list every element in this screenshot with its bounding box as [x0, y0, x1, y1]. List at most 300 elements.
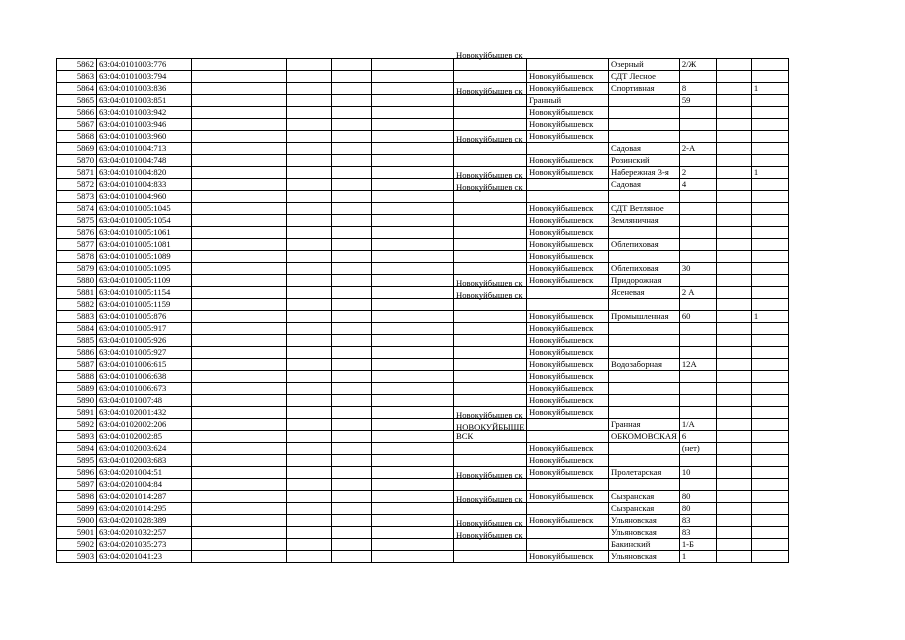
- city-overflow-cell: [454, 86, 527, 107]
- street-cell: Ясеневая: [609, 287, 680, 299]
- city-overflow-cell: [454, 359, 527, 371]
- city-cell: Новокуйбышевск: [527, 515, 609, 527]
- city-overflow-text: Новокуйбышев ск: [456, 530, 523, 540]
- house-cell: [679, 407, 716, 419]
- cadastral-number: 63:04:0101005:1054: [97, 215, 192, 227]
- table-row: [57, 83, 789, 95]
- table-row: [57, 263, 789, 275]
- row-number: 5901: [57, 527, 97, 539]
- empty-cell: [716, 203, 751, 215]
- house-cell: [679, 215, 716, 227]
- empty-cell: [287, 131, 332, 143]
- empty-cell: [372, 539, 454, 551]
- empty-cell: [287, 191, 332, 203]
- row-number: 5903: [57, 551, 97, 563]
- city-overflow-text: Новокуйбышев ск: [456, 170, 523, 180]
- empty-cell: [716, 419, 751, 431]
- mark-cell: [751, 539, 788, 551]
- mark-cell: [751, 155, 788, 167]
- empty-cell: [192, 371, 287, 383]
- empty-cell: [332, 311, 372, 323]
- table-row: [57, 467, 789, 479]
- empty-cell: [287, 359, 332, 371]
- empty-cell: [192, 431, 287, 443]
- empty-cell: [287, 515, 332, 527]
- cadastral-number: 63:04:0101006:638: [97, 371, 192, 383]
- city-overflow-cell: [454, 335, 527, 347]
- house-cell: 2: [679, 167, 716, 179]
- empty-cell: [372, 323, 454, 335]
- city-cell: Новокуйбышевск: [527, 443, 609, 455]
- mark-cell: [751, 503, 788, 515]
- empty-cell: [287, 479, 332, 491]
- house-cell: [679, 395, 716, 407]
- mark-cell: [751, 419, 788, 431]
- house-cell: 6: [679, 431, 716, 443]
- empty-cell: [192, 335, 287, 347]
- empty-cell: [716, 383, 751, 395]
- empty-cell: [192, 479, 287, 491]
- street-cell: Розинский: [609, 155, 680, 167]
- empty-cell: [332, 395, 372, 407]
- empty-cell: [716, 479, 751, 491]
- table-row: [57, 407, 789, 419]
- empty-cell: [192, 83, 287, 95]
- city-cell: [527, 527, 609, 539]
- city-overflow-cell: [454, 323, 527, 335]
- data-table: [56, 50, 789, 563]
- row-number: 5883: [57, 311, 97, 323]
- street-cell: [609, 455, 680, 467]
- empty-cell: [192, 107, 287, 119]
- cadastral-number: 63:04:0101004:833: [97, 179, 192, 191]
- street-cell: Придорожная: [609, 275, 680, 287]
- empty-cell: [716, 239, 751, 251]
- city-cell: Новокуйбышевск: [527, 407, 609, 419]
- row-number: 5902: [57, 539, 97, 551]
- street-cell: [609, 95, 680, 107]
- street-cell: [609, 191, 680, 203]
- mark-cell: [751, 299, 788, 311]
- empty-cell: [287, 347, 332, 359]
- city-overflow-cell: [454, 347, 527, 359]
- city-cell: Новокуйбышевск: [527, 347, 609, 359]
- city-overflow-cell: [454, 494, 527, 515]
- empty-cell: [716, 143, 751, 155]
- city-cell: [527, 179, 609, 191]
- row-number: 5864: [57, 83, 97, 95]
- city-overflow-cell: [454, 134, 527, 155]
- cadastral-number: 63:04:0201035:273: [97, 539, 192, 551]
- city-overflow-cell: [454, 470, 527, 491]
- cadastral-number: 63:04:0101003:960: [97, 131, 192, 143]
- row-number: 5868: [57, 131, 97, 143]
- house-cell: [679, 335, 716, 347]
- empty-cell: [372, 299, 454, 311]
- cadastral-number: 63:04:0101007:48: [97, 395, 192, 407]
- cadastral-number: 63:04:0201004:51: [97, 467, 192, 479]
- street-cell: [609, 299, 680, 311]
- empty-cell: [372, 107, 454, 119]
- mark-cell: [751, 263, 788, 275]
- row-number: 5882: [57, 299, 97, 311]
- row-number: 5896: [57, 467, 97, 479]
- mark-cell: [751, 467, 788, 479]
- row-number: 5886: [57, 347, 97, 359]
- city-overflow-cell: [454, 530, 527, 551]
- row-number: 5867: [57, 119, 97, 131]
- empty-cell: [716, 359, 751, 371]
- house-cell: 1-Б: [679, 539, 716, 551]
- empty-cell: [372, 215, 454, 227]
- empty-cell: [332, 491, 372, 503]
- house-cell: [679, 119, 716, 131]
- house-cell: [679, 131, 716, 143]
- table-row: [57, 395, 789, 407]
- table-row: [57, 119, 789, 131]
- street-cell: [609, 383, 680, 395]
- mark-cell: 1: [751, 167, 788, 179]
- city-cell: Новокуйбышевск: [527, 215, 609, 227]
- empty-cell: [332, 551, 372, 563]
- mark-cell: [751, 479, 788, 491]
- empty-cell: [192, 155, 287, 167]
- row-number: 5878: [57, 251, 97, 263]
- row-number: 5884: [57, 323, 97, 335]
- mark-cell: [751, 407, 788, 419]
- empty-cell: [192, 251, 287, 263]
- empty-cell: [716, 167, 751, 179]
- row-number: 5892: [57, 419, 97, 431]
- empty-cell: [372, 263, 454, 275]
- empty-cell: [332, 179, 372, 191]
- house-cell: 59: [679, 95, 716, 107]
- city-overflow-text: Новокуйбышев ск: [456, 494, 523, 504]
- house-cell: [679, 251, 716, 263]
- city-overflow-cell: [454, 50, 527, 71]
- house-cell: 2-А: [679, 143, 716, 155]
- empty-cell: [287, 287, 332, 299]
- empty-cell: [372, 71, 454, 83]
- cadastral-number: 63:04:0201032:257: [97, 527, 192, 539]
- house-cell: 1/А: [679, 419, 716, 431]
- mark-cell: [751, 455, 788, 467]
- city-cell: Новокуйбышевск: [527, 263, 609, 275]
- empty-cell: [192, 383, 287, 395]
- cadastral-number: 63:04:0101003:836: [97, 83, 192, 95]
- empty-cell: [332, 539, 372, 551]
- street-cell: [609, 371, 680, 383]
- table-row: [57, 167, 789, 179]
- empty-cell: [716, 431, 751, 443]
- row-number: 5866: [57, 107, 97, 119]
- empty-cell: [287, 383, 332, 395]
- empty-cell: [716, 155, 751, 167]
- empty-cell: [287, 299, 332, 311]
- house-cell: 8: [679, 83, 716, 95]
- empty-cell: [287, 431, 332, 443]
- empty-cell: [287, 155, 332, 167]
- row-number: 5876: [57, 227, 97, 239]
- empty-cell: [192, 191, 287, 203]
- empty-cell: [332, 107, 372, 119]
- empty-cell: [192, 359, 287, 371]
- mark-cell: [751, 491, 788, 503]
- empty-cell: [372, 515, 454, 527]
- empty-cell: [716, 95, 751, 107]
- empty-cell: [716, 59, 751, 71]
- cadastral-number: 63:04:0101005:1045: [97, 203, 192, 215]
- street-cell: ОБКОМОВСКАЯ: [609, 431, 680, 443]
- mark-cell: [751, 395, 788, 407]
- street-cell: СДТ Ветляное: [609, 203, 680, 215]
- empty-cell: [332, 71, 372, 83]
- city-overflow-text: Новокуйбышев ск: [456, 410, 523, 420]
- empty-cell: [332, 287, 372, 299]
- house-cell: [679, 299, 716, 311]
- street-cell: Сызранская: [609, 491, 680, 503]
- empty-cell: [716, 215, 751, 227]
- empty-cell: [192, 503, 287, 515]
- house-cell: 4: [679, 179, 716, 191]
- city-overflow-cell: [454, 443, 527, 455]
- empty-cell: [372, 227, 454, 239]
- empty-cell: [287, 407, 332, 419]
- empty-cell: [287, 395, 332, 407]
- empty-cell: [372, 287, 454, 299]
- empty-cell: [372, 479, 454, 491]
- row-number: 5877: [57, 239, 97, 251]
- row-number: 5890: [57, 395, 97, 407]
- house-cell: 30: [679, 263, 716, 275]
- empty-cell: [287, 527, 332, 539]
- mark-cell: [751, 275, 788, 287]
- city-overflow-cell: [454, 383, 527, 395]
- empty-cell: [287, 83, 332, 95]
- house-cell: 10: [679, 467, 716, 479]
- empty-cell: [332, 443, 372, 455]
- cadastral-number: 63:04:0101004:960: [97, 191, 192, 203]
- empty-cell: [192, 467, 287, 479]
- table-row: [57, 59, 789, 71]
- city-overflow-cell: [454, 155, 527, 167]
- empty-cell: [287, 215, 332, 227]
- street-cell: Садовая: [609, 179, 680, 191]
- empty-cell: [372, 419, 454, 431]
- street-cell: Озерный: [609, 59, 680, 71]
- empty-cell: [372, 359, 454, 371]
- row-number: 5879: [57, 263, 97, 275]
- street-cell: [609, 119, 680, 131]
- street-cell: [609, 479, 680, 491]
- table-row: [57, 551, 789, 563]
- city-cell: Новокуйбышевск: [527, 71, 609, 83]
- row-number: 5862: [57, 59, 97, 71]
- empty-cell: [716, 335, 751, 347]
- empty-cell: [716, 131, 751, 143]
- city-cell: Новокуйбышевск: [527, 275, 609, 287]
- table-row: [57, 491, 789, 503]
- street-cell: СДТ Лесное: [609, 71, 680, 83]
- empty-cell: [332, 263, 372, 275]
- table-row: [57, 251, 789, 263]
- city-cell: Новокуйбышевск: [527, 467, 609, 479]
- empty-cell: [192, 119, 287, 131]
- table-row: [57, 443, 789, 455]
- house-cell: [679, 155, 716, 167]
- empty-cell: [372, 395, 454, 407]
- empty-cell: [332, 503, 372, 515]
- empty-cell: [332, 371, 372, 383]
- empty-cell: [287, 239, 332, 251]
- table-row: [57, 335, 789, 347]
- house-cell: [679, 275, 716, 287]
- row-number: 5899: [57, 503, 97, 515]
- house-cell: 1: [679, 551, 716, 563]
- table-row: [57, 455, 789, 467]
- row-number: 5888: [57, 371, 97, 383]
- cadastral-number: 63:04:0102003:683: [97, 455, 192, 467]
- empty-cell: [716, 371, 751, 383]
- house-cell: [679, 107, 716, 119]
- empty-cell: [372, 431, 454, 443]
- empty-cell: [716, 515, 751, 527]
- city-cell: Гранный: [527, 95, 609, 107]
- empty-cell: [372, 443, 454, 455]
- cadastral-number: 63:04:0101005:1081: [97, 239, 192, 251]
- city-overflow-text: Новокуйбышев ск: [456, 470, 523, 480]
- empty-cell: [287, 143, 332, 155]
- cadastral-number: 63:04:0102001:432: [97, 407, 192, 419]
- empty-cell: [192, 419, 287, 431]
- street-cell: [609, 395, 680, 407]
- cadastral-number: 63:04:0101003:942: [97, 107, 192, 119]
- empty-cell: [716, 299, 751, 311]
- empty-cell: [372, 251, 454, 263]
- table-row: [57, 155, 789, 167]
- table-row: [57, 323, 789, 335]
- street-cell: [609, 131, 680, 143]
- city-overflow-text: Новокуйбышев ск: [456, 182, 523, 192]
- street-cell: [609, 347, 680, 359]
- street-cell: [609, 251, 680, 263]
- mark-cell: [751, 251, 788, 263]
- city-cell: Новокуйбышевск: [527, 227, 609, 239]
- empty-cell: [287, 227, 332, 239]
- empty-cell: [716, 443, 751, 455]
- mark-cell: [751, 143, 788, 155]
- empty-cell: [287, 203, 332, 215]
- cadastral-number: 63:04:0101004:820: [97, 167, 192, 179]
- city-overflow-cell: [454, 215, 527, 227]
- empty-cell: [716, 119, 751, 131]
- row-number: 5887: [57, 359, 97, 371]
- empty-cell: [287, 323, 332, 335]
- empty-cell: [287, 311, 332, 323]
- street-cell: Облепиховая: [609, 263, 680, 275]
- mark-cell: [751, 323, 788, 335]
- empty-cell: [332, 131, 372, 143]
- mark-cell: 1: [751, 311, 788, 323]
- city-overflow-cell: [454, 263, 527, 275]
- empty-cell: [716, 71, 751, 83]
- row-number: 5872: [57, 179, 97, 191]
- empty-cell: [192, 551, 287, 563]
- house-cell: [679, 239, 716, 251]
- city-cell: [527, 191, 609, 203]
- cadastral-number: 63:04:0101005:926: [97, 335, 192, 347]
- table-row: [57, 347, 789, 359]
- house-cell: [679, 71, 716, 83]
- empty-cell: [372, 527, 454, 539]
- city-cell: [527, 479, 609, 491]
- empty-cell: [372, 407, 454, 419]
- table-row: [57, 503, 789, 515]
- empty-cell: [372, 347, 454, 359]
- city-overflow-cell: [454, 395, 527, 407]
- city-cell: Новокуйбышевск: [527, 455, 609, 467]
- street-cell: [609, 407, 680, 419]
- empty-cell: [716, 191, 751, 203]
- empty-cell: [332, 479, 372, 491]
- house-cell: 2 А: [679, 287, 716, 299]
- city-cell: Новокуйбышевск: [527, 107, 609, 119]
- table-row: [57, 275, 789, 287]
- empty-cell: [332, 143, 372, 155]
- empty-cell: [192, 455, 287, 467]
- house-cell: [679, 479, 716, 491]
- table-row: [57, 371, 789, 383]
- table-body: [57, 50, 789, 563]
- cadastral-number: 63:04:0101005:927: [97, 347, 192, 359]
- cadastral-number: 63:04:0201041:23: [97, 551, 192, 563]
- empty-cell: [332, 167, 372, 179]
- street-cell: Земляничная: [609, 215, 680, 227]
- city-overflow-text: Новокуйбышев ск: [456, 278, 523, 288]
- street-cell: Пролетарская: [609, 467, 680, 479]
- empty-cell: [716, 263, 751, 275]
- empty-cell: [332, 95, 372, 107]
- city-cell: Новокуйбышевск: [527, 119, 609, 131]
- mark-cell: [751, 287, 788, 299]
- table-row: [57, 239, 789, 251]
- city-overflow-cell: [454, 251, 527, 263]
- city-cell: Новокуйбышевск: [527, 167, 609, 179]
- street-cell: [609, 227, 680, 239]
- house-cell: [679, 323, 716, 335]
- city-overflow-cell: [454, 227, 527, 239]
- row-number: 5865: [57, 95, 97, 107]
- mark-cell: [751, 527, 788, 539]
- row-number: 5869: [57, 143, 97, 155]
- empty-cell: [287, 503, 332, 515]
- street-cell: Ульяновская: [609, 527, 680, 539]
- empty-cell: [332, 215, 372, 227]
- table-row: [57, 299, 789, 311]
- cadastral-number: 63:04:0101006:615: [97, 359, 192, 371]
- table-row: [57, 419, 789, 431]
- empty-cell: [332, 227, 372, 239]
- city-overflow-cell: [454, 119, 527, 131]
- row-number: 5898: [57, 491, 97, 503]
- city-cell: Новокуйбышевск: [527, 335, 609, 347]
- mark-cell: [751, 95, 788, 107]
- cadastral-number: 63:04:0101004:748: [97, 155, 192, 167]
- street-cell: Гранная: [609, 419, 680, 431]
- city-cell: Новокуйбышевск: [527, 239, 609, 251]
- city-overflow-cell: [454, 71, 527, 83]
- city-cell: [527, 539, 609, 551]
